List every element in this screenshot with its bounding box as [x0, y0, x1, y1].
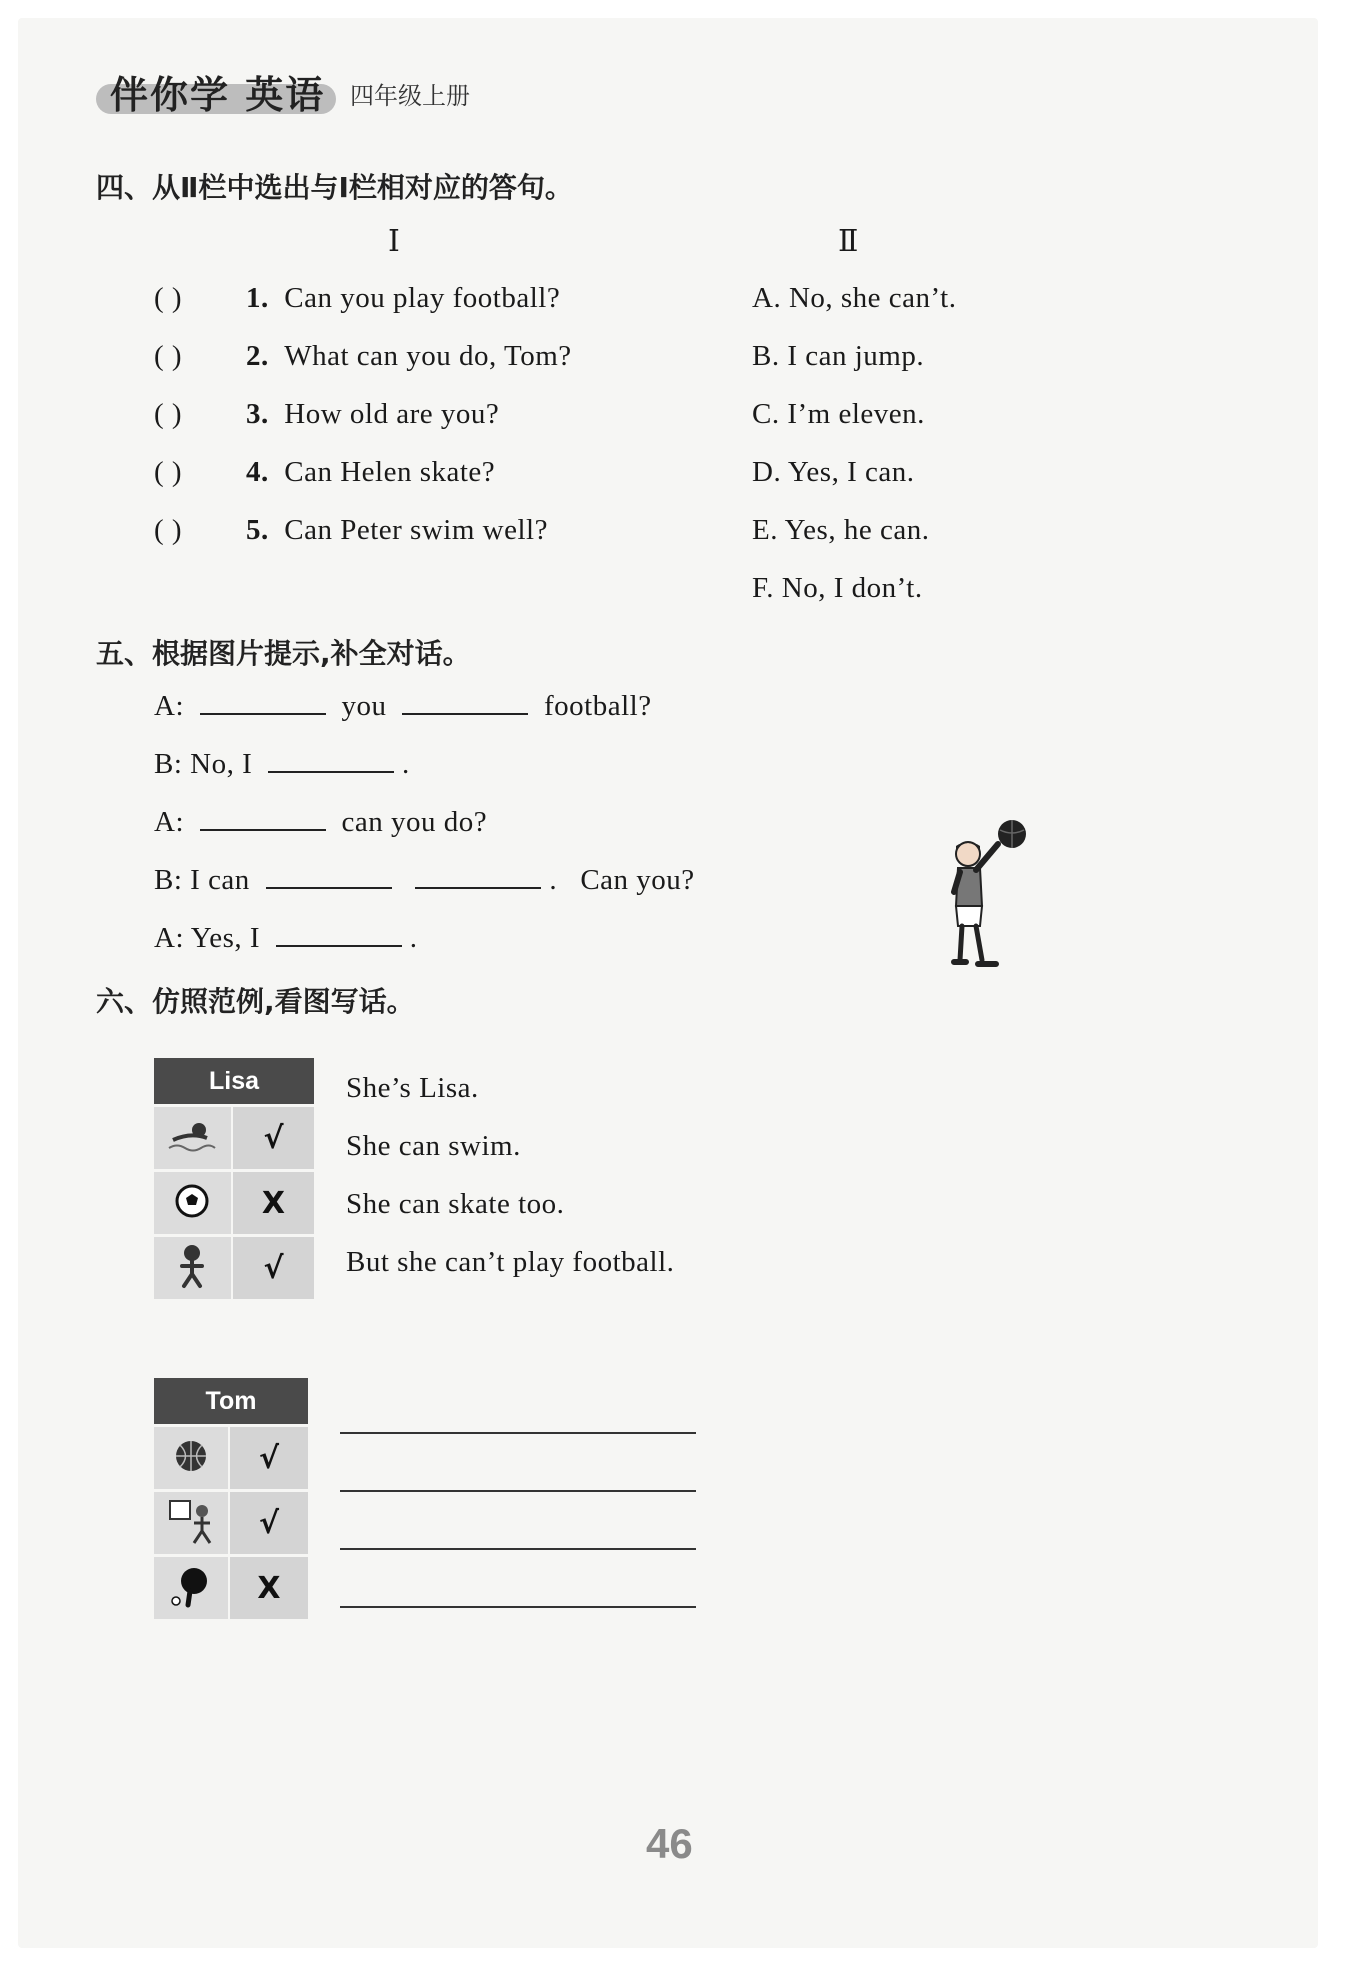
- writing-line[interactable]: [340, 1548, 696, 1550]
- answer-option: B. I can jump.: [752, 340, 925, 372]
- writing-line[interactable]: [340, 1432, 696, 1434]
- example-sentence: She’s Lisa.: [346, 1072, 479, 1104]
- speaker-label: B:: [154, 864, 183, 896]
- speaker-label: A:: [154, 690, 184, 722]
- check-mark: √: [230, 1489, 308, 1554]
- column-1-header: Ⅰ: [388, 225, 400, 258]
- basketball-icon: [154, 1424, 230, 1489]
- question-row: [154, 282, 560, 315]
- lisa-ability-table: [154, 1058, 314, 1299]
- fill-blank[interactable]: [276, 923, 402, 947]
- section-5-title: 五、根据图片提示,补全对话。: [96, 637, 471, 670]
- question-row: [154, 398, 499, 431]
- speaker-label: B:: [154, 748, 183, 780]
- table-header-name: Tom: [154, 1378, 308, 1424]
- question-number: 3.: [246, 398, 269, 430]
- dialogue-text: can you do?: [341, 806, 488, 838]
- boy-basketball-icon: [940, 814, 1040, 982]
- dialogue-line: [154, 864, 695, 897]
- writing-line[interactable]: [340, 1606, 696, 1608]
- answer-paren[interactable]: ( ): [154, 282, 183, 314]
- fill-blank[interactable]: [415, 865, 541, 889]
- question-text: Can Helen skate?: [284, 456, 496, 488]
- fill-blank[interactable]: [402, 691, 528, 715]
- writing-line[interactable]: [340, 1490, 696, 1492]
- question-text: Can you play football?: [284, 282, 561, 314]
- ping-pong-icon: [154, 1554, 230, 1619]
- speaker-label: A:: [154, 922, 184, 954]
- brand-subtitle: 四年级上册: [350, 82, 470, 110]
- check-mark: √: [233, 1234, 314, 1299]
- dialogue-text: Yes, I: [190, 922, 261, 954]
- fill-blank[interactable]: [268, 749, 394, 773]
- table-header-name: Lisa: [154, 1058, 314, 1104]
- section-4-title: 四、从Ⅱ栏中选出与Ⅰ栏相对应的答句。: [96, 171, 573, 204]
- speaker-label: A:: [154, 806, 184, 838]
- check-mark: √: [230, 1424, 308, 1489]
- question-text: Can Peter swim well?: [284, 514, 548, 546]
- dialogue-line: [154, 806, 487, 839]
- dialogue-line: [154, 922, 418, 955]
- question-number: 1.: [246, 282, 269, 314]
- section-6-title: 六、仿照范例,看图写话。: [96, 985, 415, 1018]
- example-sentence: But she can’t play football.: [346, 1246, 675, 1278]
- answer-option: C. I’m eleven.: [752, 398, 925, 430]
- dialogue-text: .: [409, 922, 418, 954]
- question-row: [154, 456, 495, 489]
- page-number: 46: [646, 1820, 693, 1867]
- draw-icon: [154, 1489, 230, 1554]
- football-icon: [154, 1169, 233, 1234]
- question-number: 4.: [246, 456, 269, 488]
- skate-icon: [154, 1234, 233, 1299]
- answer-option: F. No, I don’t.: [752, 572, 923, 604]
- question-row: [154, 514, 548, 547]
- cross-mark: X: [230, 1554, 308, 1619]
- swim-icon: [154, 1104, 233, 1169]
- answer-option: E. Yes, he can.: [752, 514, 930, 546]
- dialogue-text: .: [549, 864, 558, 896]
- question-text: What can you do, Tom?: [284, 340, 572, 372]
- question-number: 5.: [246, 514, 269, 546]
- answer-paren[interactable]: ( ): [154, 456, 183, 488]
- answer-paren[interactable]: ( ): [154, 340, 183, 372]
- dialogue-line: [154, 748, 410, 781]
- answer-option: D. Yes, I can.: [752, 456, 915, 488]
- answer-paren[interactable]: ( ): [154, 514, 183, 546]
- answer-option: A. No, she can’t.: [752, 282, 957, 314]
- cross-mark: X: [233, 1169, 314, 1234]
- check-mark: √: [233, 1104, 314, 1169]
- example-sentence: She can swim.: [346, 1130, 521, 1162]
- brand-title: 伴你学 英语: [110, 73, 326, 117]
- dialogue-text: I can: [190, 864, 250, 896]
- answer-paren[interactable]: ( ): [154, 398, 183, 430]
- question-text: How old are you?: [284, 398, 500, 430]
- dialogue-text: you: [341, 690, 387, 722]
- dialogue-text: .: [402, 748, 410, 780]
- dialogue-text: No, I: [190, 748, 253, 780]
- question-number: 2.: [246, 340, 269, 372]
- tom-ability-table: [154, 1378, 308, 1619]
- fill-blank[interactable]: [266, 865, 392, 889]
- fill-blank[interactable]: [200, 691, 326, 715]
- fill-blank[interactable]: [200, 807, 326, 831]
- question-row: [154, 340, 572, 373]
- dialogue-text: football?: [544, 690, 652, 722]
- dialogue-text: Can you?: [580, 864, 695, 896]
- example-sentence: She can skate too.: [346, 1188, 565, 1220]
- dialogue-line: [154, 690, 652, 723]
- column-2-header: Ⅱ: [838, 225, 859, 258]
